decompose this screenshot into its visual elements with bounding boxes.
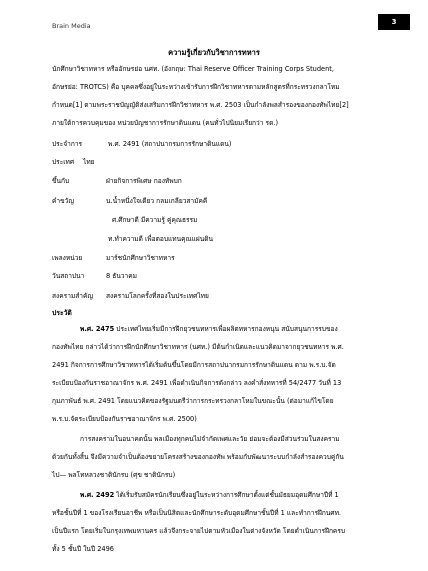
- war-value: สงครามโลกครั้งที่สองในประเทศไทย: [106, 292, 209, 300]
- paragraph-line: ด้วยกันทั้งสิ้น จึงมีความจำเป็นต้องขยายโครงสร้างของกองทัพ พร้อมกับพัฒนาระบบกำลังสำรองควบคู่กัน: [52, 453, 344, 461]
- paragraph-text: ประเทศไทยเริ่มมีการฝึกยุวชนทหารเพื่อผลิตทหารกองหนุน สนับสนุนการรบของ: [114, 325, 338, 333]
- anniversary-label: วันสถาปนา: [52, 272, 85, 280]
- motto-line: ศ.ศึกษาดี มีความรู้ คู่คุณธรรม: [112, 216, 198, 224]
- intro-line: นักศึกษาวิชาทหาร หรืออักษรย่อ นศท. (อังกฤษ: Thai Reserve Officer Training Corps Student,: [52, 65, 334, 73]
- page-title: ความรู้เกี่ยวกับวิชาการทหาร: [168, 48, 260, 57]
- intro-line: ภายใต้การควบคุมของ หน่วยบัญชาการรักษาดินแดน (คนทั่วไปนิยมเรียกว่า รด.): [52, 119, 279, 127]
- war-label: สงครามสำคัญ: [52, 292, 94, 300]
- march-label: เพลงหน่วย: [52, 254, 83, 262]
- motto-line: ท.ทำความดี เพื่อตอบแทนคุณแผ่นดิน: [108, 235, 214, 243]
- branch-label: ขึ้นกับ: [52, 177, 70, 185]
- branch-value: ฝ่ายกิจการพิเศษ กองทัพบก: [106, 177, 182, 185]
- founded-label: ประจำการ: [52, 140, 83, 148]
- history-heading: ประวัติ: [52, 309, 72, 317]
- intro-line: กำหนด[1] ตามพระราชบัญญัติส่งเสริมการฝึกวิชาทหาร พ.ศ. 2503 เป็นกำลังพลสำรองของกองทัพไทย[2]: [52, 101, 349, 109]
- page-number-badge: 3: [378, 14, 410, 30]
- paragraph-line: การสงครามในอนาคตนั้น พลเมืองทุกคนไม่จำกัดเพศและวัย ย่อมจะต้องมีส่วนร่วมในสงคราม: [80, 435, 340, 443]
- paragraph-line: กุมภาพันธ์ พ.ศ. 2491 โดยแนวคิดของรัฐมนตรีว่าการกระทรวงกลาโหมในขณะนั้น (ต่อมาแก้ไขโดย: [52, 397, 334, 405]
- country-value: ไทย: [83, 158, 95, 166]
- paragraph-line: กองทัพไทย กล่าวได้ว่าการฝึกนักศึกษาวิชาทหาร (นศท.) มีต้นกำเนิดและแนวคิดมาจากยุวชนทหาร พ.ศ.: [52, 343, 344, 351]
- paragraph-text: ได้เริ่มรับสมัครนักเรียนซึ่งอยู่ในระหว่างการศึกษาตั้งแต่ชั้นมัธยมอุดมศึกษาปีที่ 1: [114, 491, 339, 499]
- header-brand: Brain Media: [52, 22, 91, 30]
- country-label: ประเทศ: [52, 158, 75, 166]
- march-value: มาร์ชนักศึกษาวิชาทหาร: [106, 254, 175, 262]
- year-label: พ.ศ. 2492: [80, 491, 115, 499]
- year-label: พ.ศ. 2475: [80, 325, 115, 333]
- paragraph-line: เป็นปีแรก โดยเริ่มในกรุงเทพมหานคร แล้วจึงกระจายไปตามหัวเมืองในต่างจังหวัด โดยดำเนินการฝึกครบ: [52, 527, 346, 535]
- paragraph-line: หรือชั้นปีที่ 1 ของโรงเรียนอาชีพ หรือเป็นนิสิตและนักศึกษาระดับอุดมศึกษาชั้นปีที่ 1 และทำการฝึกนศท.: [52, 509, 342, 517]
- paragraph-line: ระเบียบป้องกันราชอาณาจักร พ.ศ. 2491 เพื่อดำเนินกิจการดังกล่าว ลงคำสั่งทหารที่ 54/2477 วันที่ 13: [52, 379, 342, 387]
- motto-label: คำขวัญ: [52, 197, 74, 205]
- intro-line: อักษรย่อ: TROTCS) คือ บุคคลซึ่งอยู่ในระหว่างเข้ารับการฝึกวิชาทหารตามหลักสูตรที่กระทรวงกลาโหม: [52, 83, 340, 91]
- motto-line: น.น้ำหนึ่งใจเดียว กลมเกลียวสามัคคี: [106, 197, 208, 205]
- paragraph-line: ไป— พลโทหลวงชาตินักรบ (ศุข ชาตินักรบ): [52, 471, 176, 479]
- paragraph-line: ทั้ง 5 ชั้นปี ในปี 2496: [52, 545, 115, 553]
- founded-value: พ.ศ. 2491 (สถาปนากรมการรักษาดินแดน): [108, 140, 232, 148]
- paragraph-line: พ.ร.บ.จัดระเบียบป้องกันราชอาณาจักร พ.ศ. 2500): [52, 415, 197, 423]
- paragraph-line: [80, 320, 410, 338]
- paragraph-line: [80, 486, 410, 504]
- anniversary-value: 8 ธันวาคม: [106, 272, 137, 280]
- paragraph-line: 2491 กิจการการศึกษาวิชาทหารได้เริ่มต้นขึ้นโดยมีการสถาปนากรมการรักษาดินแดน ตาม พ.ร.บ.จัด: [52, 361, 336, 369]
